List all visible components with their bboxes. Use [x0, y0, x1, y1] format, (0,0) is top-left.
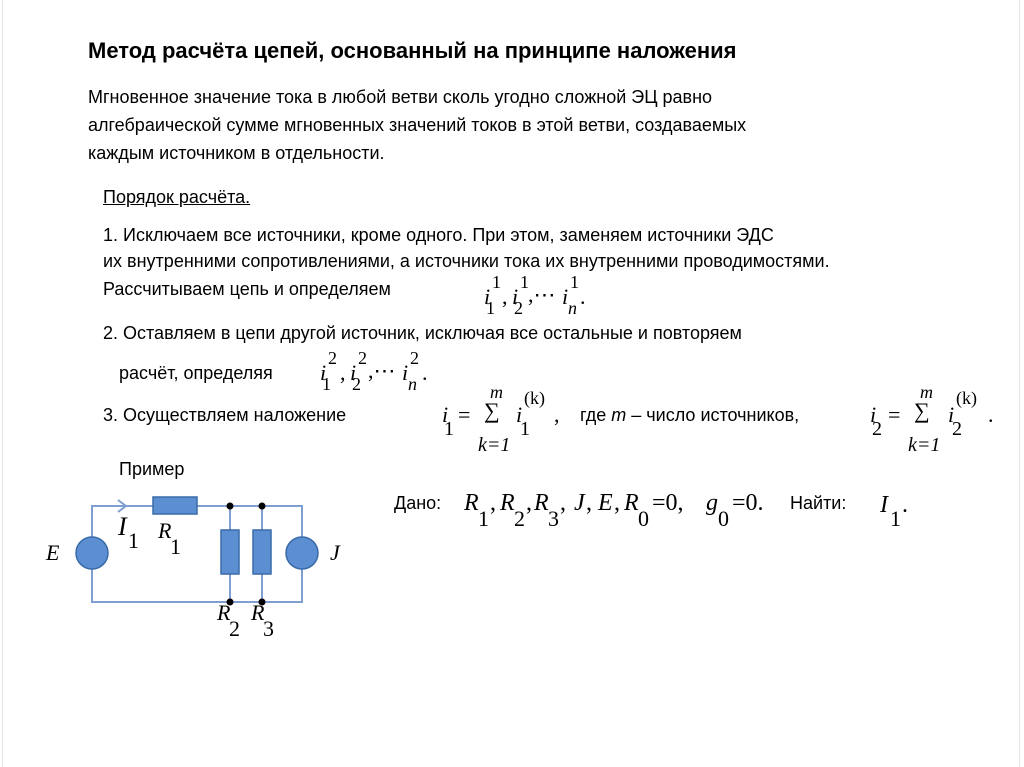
- node-dot: [259, 503, 266, 510]
- resistor-r2: [221, 530, 239, 574]
- where-text: где m – число источников,: [580, 405, 800, 425]
- step1-currents-formula: i 1 1 , i 1 2 ,⋯ i 1 n .: [484, 272, 586, 318]
- given-formula: R 1 , R 2 , R 3 , J , E , R 0 =0, g 0 =0.: [464, 490, 764, 531]
- step1-line-2: их внутренними сопротивлениями, а источники тока их внутренними проводимостями.: [103, 251, 830, 271]
- find-label: Найти:: [790, 493, 847, 513]
- circuit-label-e: E: [46, 540, 60, 565]
- step2-line-2: расчёт, определяя: [119, 363, 273, 383]
- intro-line-3: каждым источником в отдельности.: [88, 143, 385, 163]
- resistor-r3: [253, 530, 271, 574]
- circuit-label-r2: R 2: [217, 600, 240, 641]
- step1-line-3: Рассчитываем цепь и определяем: [103, 279, 391, 299]
- emf-source-e: [76, 537, 108, 569]
- resistor-r1: [153, 497, 197, 514]
- node-dot: [227, 503, 234, 510]
- given-label: Дано:: [394, 493, 442, 513]
- step1-line-1: 1. Исключаем все источники, кроме одного. При этом, заменяем источники ЭДС: [103, 225, 774, 245]
- intro-line-1: Мгновенное значение тока в любой ветви сколь угодно сложной ЭЦ равно: [88, 87, 713, 107]
- order-heading: Порядок расчёта.: [103, 187, 251, 207]
- step2-line-1: 2. Оставляем в цепи другой источник, исключая все остальные и повторяем: [103, 323, 742, 343]
- circuit-label-j: J: [330, 540, 340, 565]
- circuit-label-i1: I 1: [118, 512, 139, 553]
- example-label: Пример: [119, 459, 185, 479]
- find-formula: I 1 .: [880, 492, 908, 531]
- intro-line-2: алгебраической сумме мгновенных значений токов в этой ветви, создаваемых: [88, 115, 747, 135]
- superposition-formula-i1: i 1 = m ∑ k=1 i (k) 1 ,: [442, 382, 560, 456]
- circuit-label-r1: R 1: [158, 518, 181, 559]
- slide-title: Метод расчёта цепей, основанный на принципе наложения: [88, 38, 737, 63]
- current-source-j: [286, 537, 318, 569]
- superposition-formula-i2: i 2 = m ∑ k=1 i (k) 2 .: [870, 382, 994, 456]
- step3-text: 3. Осуществляем наложение: [103, 405, 347, 425]
- step2-currents-formula: i 2 1 , i 2 2 ,⋯ i 2 n .: [320, 348, 428, 394]
- circuit-label-r3: R 3: [251, 600, 274, 641]
